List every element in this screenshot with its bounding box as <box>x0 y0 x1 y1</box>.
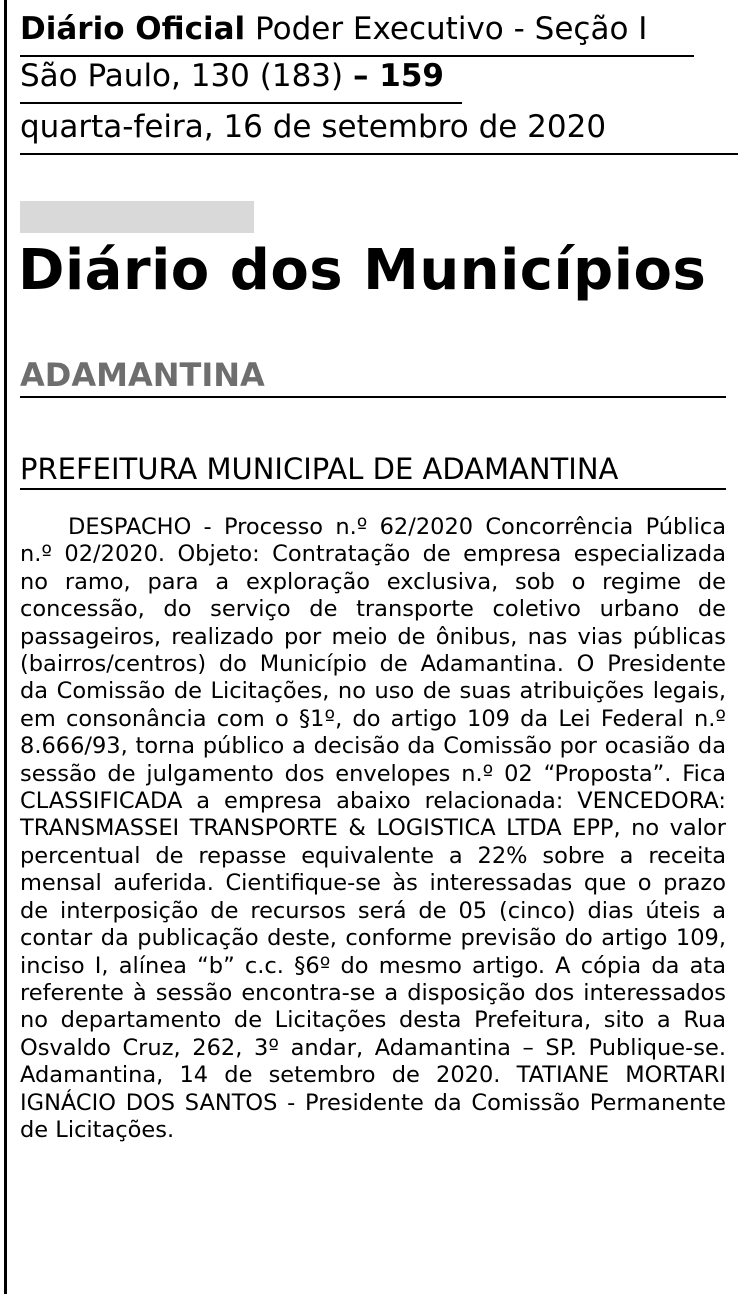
organization-rule <box>20 488 726 490</box>
publication-name: Diário Oficial <box>20 11 246 47</box>
masthead-issue <box>20 56 444 96</box>
issue-city: São Paulo, 130 (183) <box>20 58 344 94</box>
page-number: – 159 <box>352 58 444 94</box>
masthead-rule-3 <box>20 153 738 155</box>
page-left-border <box>4 0 7 1294</box>
municipality-heading: ADAMANTINA <box>20 356 265 394</box>
organization-heading: PREFEITURA MUNICIPAL DE ADAMANTINA <box>20 452 619 486</box>
municipality-rule <box>20 396 726 398</box>
publication-section: Poder Executivo - Seção I <box>255 11 648 47</box>
notice-text: DESPACHO - Processo n.º 62/2020 Concorrência Pública n.º 02/2020. Objeto: Contratação de empresa especializada no ramo, para a exploração exclusiva, sob o regime de concessão, do serviço de transporte coletivo urbano de passageiros, realizado por meio de ônibus, nas vias públicas (bairros/centros) do Município de Adamantina. O Presidente da Comissão de Licitações, no uso de suas atribuições legais, em consonância com o §1º, do artigo 109 da Lei Federal n.º 8.666/93, torna público a decisão da Comissão por ocasião da sessão de julgamento dos envelopes n.º 02 “Proposta”. Fica CLASSIFICADA a empresa abaixo relacionada: VENCEDORA: TRANSMASSEI TRANSPORTE & LOGISTICA LTDA EPP, no valor percentual de repasse equivalente a 22% sobre a receita mensal auferida. Cientifique-se às interessadas que o prazo de interposição de recursos será de 05 (cinco) dias úteis a contar da publicação deste, conforme previsão do artigo 109, inciso I, alínea “b” c.c. §6º do mesmo artigo. A cópia da ata referente à sessão encontra-se a disposição dos interessados no departamento de Licitações desta Prefeitura, sito a Rua Osvaldo Cruz, 262, 3º andar, Adamantina – SP. Publique-se. Adamantina, 14 de setembro de 2020. TATIANE MORTARI IGNÁCIO DOS SANTOS - Presidente da Comissão Permanente de Licitações. <box>20 514 726 1143</box>
section-marker-bar <box>20 201 254 233</box>
section-title: Diário dos Municípios <box>18 238 707 303</box>
masthead-rule-2 <box>20 102 462 104</box>
issue-date: quarta-feira, 16 de setembro de 2020 <box>20 109 607 145</box>
masthead-title <box>20 8 647 50</box>
